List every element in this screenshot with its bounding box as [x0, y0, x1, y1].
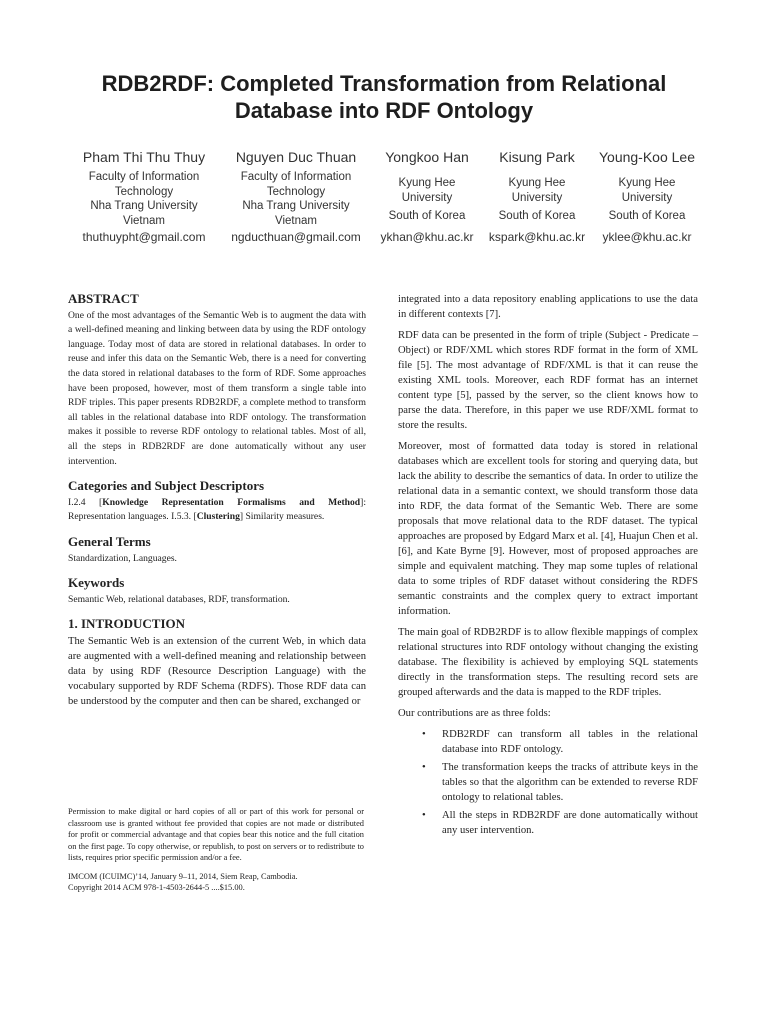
title-line-1: RDB2RDF: Completed Transformation from Relational — [101, 71, 667, 96]
paragraph: The main goal of RDB2RDF is to allow flexible mappings of complex relational structures into RDF ontology without changing the existing database. The flexibility is achieved by employing SQL statements directly in the transformation steps. The resulting record sets are grouped afterwards and the data is mapped to the RDF triples. — [398, 627, 698, 698]
author-name: Kisung Park — [499, 149, 575, 165]
author-affiliation: Kyung Hee — [618, 177, 676, 189]
categories-bold-1: Knowledge Representation Formalisms and Method — [102, 496, 361, 508]
author-email: ngducthuan@gmail.com — [231, 230, 361, 244]
abstract-text: One of the most advantages of the Semantic Web is to augment the data with a well-defined meaning and linking between data by using the RDF ontology language. Today most of data are stored in relational databases. In order to reuse and infer this data on the Semantic Web, there is a need for converting the data stored in relational databases to the form of RDF. Some approaches have been proposed, however, most of them transform a single table into RDF triples. This paper presents RDB2RDF, a complete method to transform all tables in the relational database into RDF ontology. The transformation makes it possible to reverse RDF ontology to relational tables. Most of all, all the steps in RDB2RDF are done automatically without any user intervention. — [68, 309, 366, 467]
author-affiliation: Faculty of Information — [240, 171, 352, 183]
author-affiliation: Nha Trang University — [242, 200, 350, 212]
copyright-line: Copyright 2014 ACM 978-1-4503-2644-5 ....$15.00. — [68, 883, 245, 892]
left-column — [68, 292, 366, 713]
paper-title — [40, 70, 728, 124]
list-item: • All the steps in RDB2RDF are done automatically without any user intervention. — [422, 810, 698, 836]
author-affiliation: Faculty of Information — [88, 171, 200, 183]
author-affiliation: Vietnam — [275, 214, 317, 227]
author-email: thuthuypht@gmail.com — [82, 230, 206, 244]
keywords-text: Semantic Web, relational databases, RDF, transformation. — [68, 593, 290, 605]
introduction-text: The Semantic Web is an extension of the current Web, in which data are augmented with a well-defined meaning and relationship between data by using RDF (Resource Description Language) with the vocabulary supported by RDF Schema (RDFS). Those RDF data can be understood by the computer and then can be shared, exchanged or — [68, 635, 366, 707]
author-name: Pham Thi Thu Thuy — [82, 149, 206, 165]
paragraph: RDF data can be presented in the form of triple (Subject - Predicate – Object) or RDF/XML which stores RDF format in the form of XML file [5]. The most advantage of RDF/XML is that it can reuse the existing XML tools. Moreover, each RDF format has an internet content type [5], passed by the server, so the client knows how to parse the data. Therefore, in this paper we use RDF/XML format to store the results. — [398, 330, 698, 431]
categories-text: I.2.4 [Knowledge Representation Formalisms and Method]: Representation languages. I.5.3. [Clustering] Similarity measures. — [68, 496, 366, 523]
author-affiliation: South of Korea — [498, 210, 576, 222]
general-terms-text: Standardization, Languages. — [68, 552, 177, 564]
paragraph: Moreover, most of formatted data today is stored in relational databases which are excellent tools for storing and querying data, but lack the ability to describe the semantics of data. In order to utilize the relational data in a semantic context, we should transform those data into RDF, the data format of the Semantic Web. There are some proposals that move relational data to the RDF dataset. The typical approaches are proposed by Edgard Marx et al. [4], Huajun Chen et al. [6], and Kate Byrne [9]. However, most of proposed approaches are simple and equivalent matching. They map some tuples of relational data to some triples of RDF dataset without considering the RDFS semantic constraints and the complex query to extract important information. — [398, 441, 698, 617]
bullet: • — [422, 810, 426, 821]
permission-text: Permission to make digital or hard copies of all or part of this work for personal or classroom use is granted without fee provided that copies are not made or distributed for profit or commercial advantage and that copies bear this notice and the full citation on the first page. To copy otherwise, or republish, to post on servers or to redistribute to lists, requires prior specific permission and/or a fee. — [68, 807, 364, 862]
author-affiliation: South of Korea — [608, 210, 686, 222]
author-block-4 — [482, 148, 592, 244]
author-block-2 — [218, 148, 374, 244]
author-block-1 — [66, 148, 222, 244]
contributions-list — [398, 727, 698, 838]
title-line-2: Database into RDF Ontology — [234, 98, 534, 123]
author-affiliation: University — [621, 191, 673, 204]
keywords-heading: Keywords — [68, 575, 125, 591]
list-item: • The transformation keeps the tracks of attribute keys in the tables so that the algorithm can be extended to reverse RDF ontology to relational tables. — [422, 762, 698, 803]
conference-line: IMCOM (ICUIMC)’14, January 9–11, 2014, Siem Reap, Cambodia. — [68, 871, 298, 881]
author-block-3 — [372, 148, 482, 244]
categories-bold-2: Clustering — [196, 511, 240, 523]
author-block-5 — [592, 148, 702, 244]
paragraph: integrated into a data repository enabling applications to use the data in different contexts [7]. — [398, 294, 698, 320]
author-email: ykhan@khu.ac.kr — [380, 230, 474, 244]
author-email: kspark@khu.ac.kr — [488, 230, 586, 244]
author-affiliation: Kyung Hee — [508, 177, 566, 189]
right-column — [398, 292, 698, 841]
general-terms-heading: General Terms — [68, 533, 151, 549]
author-name: Nguyen Duc Thuan — [235, 149, 357, 165]
author-affiliation: Kyung Hee — [398, 177, 456, 189]
author-affiliation: University — [401, 191, 453, 204]
author-name: Yongkoo Han — [385, 149, 469, 165]
author-name: Young-Koo Lee — [598, 149, 696, 165]
categories-heading: Categories and Subject Descriptors — [68, 478, 265, 494]
author-affiliation: South of Korea — [388, 210, 466, 222]
bullet: • — [422, 729, 426, 740]
paragraph: Our contributions are as three folds: — [398, 708, 551, 719]
author-affiliation: University — [511, 191, 563, 204]
abstract-heading: ABSTRACT — [68, 291, 139, 306]
author-affiliation: Nha Trang University — [90, 200, 198, 212]
list-item: • RDB2RDF can transform all tables in the relational database into RDF ontology. — [422, 729, 698, 755]
author-affiliation: Vietnam — [123, 214, 165, 227]
author-affiliation: Technology — [266, 185, 326, 198]
author-email: yklee@khu.ac.kr — [602, 230, 692, 244]
introduction-heading: 1. INTRODUCTION — [68, 616, 186, 632]
author-affiliation: Technology — [114, 185, 174, 198]
bullet: • — [422, 762, 426, 773]
permission-footnote — [68, 806, 364, 894]
